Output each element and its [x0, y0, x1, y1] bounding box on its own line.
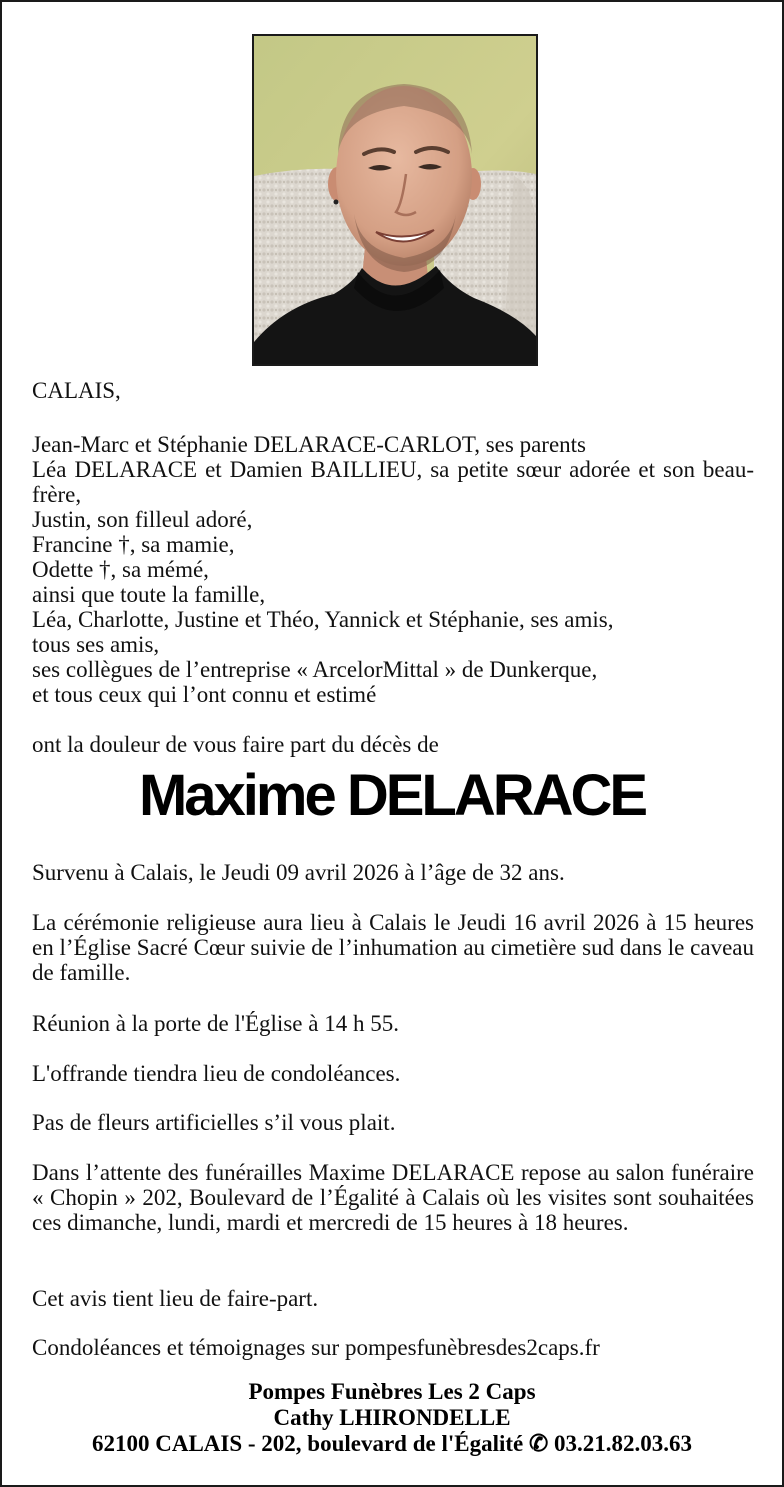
family-member-line: Odette †, sa mémé, [32, 557, 209, 582]
family-member-line: Jean-Marc et Stéphanie DELARACE-CARLOT, ses parents [32, 432, 586, 457]
family-member-line: Léa DELARACE et Damien BAILLIEU, sa petite sœur adorée et son beau-frère, [32, 457, 754, 507]
funeral-home-block [2, 1379, 782, 1457]
phone-icon: ✆ [529, 1431, 549, 1456]
family-member-line: Francine †, sa mamie, [32, 532, 235, 557]
family-member-line: ainsi que toute la famille, [32, 582, 266, 607]
location-line: CALAIS, [32, 378, 121, 403]
funeral-home-address: 62100 CALAIS - 202, boulevard de l'Égalité [91, 1431, 524, 1456]
deceased-name: Maxime DELARACE [138, 763, 646, 828]
family-member-line: tous ses amis, [32, 632, 160, 657]
offering-details: L'offrande tiendra lieu de condoléances. [32, 1061, 401, 1086]
flowers-details: Pas de fleurs artificielles s’il vous plait. [32, 1110, 396, 1135]
visit-details: Dans l’attente des funérailles Maxime DELARACE repose au salon funéraire « Chopin » 202, Boulevard de l’Égalité à Calais où les visites sont souhaitées ces dimanche, lundi, mardi et mercredi de 15 heures à 18 heures. [32, 1160, 754, 1235]
family-list [32, 432, 754, 707]
ceremony-details: La cérémonie religieuse aura lieu à Calais le Jeudi 16 avril 2026 à 15 heures en l’Église Sacré Cœur suivie de l’inhumation au cimetière sud dans le caveau de famille. [32, 910, 754, 985]
family-member-line: Justin, son filleul adoré, [32, 507, 253, 532]
notice-line: Cet avis tient lieu de faire-part. [32, 1286, 319, 1311]
portrait-photo [252, 34, 538, 366]
funeral-home-phone: 03.21.82.03.63 [554, 1431, 693, 1456]
funeral-home-contact: Cathy LHIRONDELLE [273, 1405, 511, 1430]
condolences-line: Condoléances et témoignages sur pompesfunèbresdes2caps.fr [32, 1335, 600, 1360]
family-member-line: ses collègues de l’entreprise « ArcelorMittal » de Dunkerque, [32, 657, 598, 682]
meeting-details: Réunion à la porte de l'Église à 14 h 55. [32, 1011, 399, 1036]
family-member-line: Léa, Charlotte, Justine et Théo, Yannick et Stéphanie, ses amis, [32, 607, 614, 632]
family-member-line: et tous ceux qui l’ont connu et estimé [32, 682, 377, 707]
death-details: Survenu à Calais, le Jeudi 09 avril 2026 à l’âge de 32 ans. [32, 860, 565, 885]
funeral-home-name: Pompes Funèbres Les 2 Caps [248, 1379, 536, 1404]
portrait-illustration [254, 36, 536, 364]
funeral-home-address-line [2, 1431, 782, 1457]
announcement-line: ont la douleur de vous faire part du décès de [32, 732, 439, 757]
